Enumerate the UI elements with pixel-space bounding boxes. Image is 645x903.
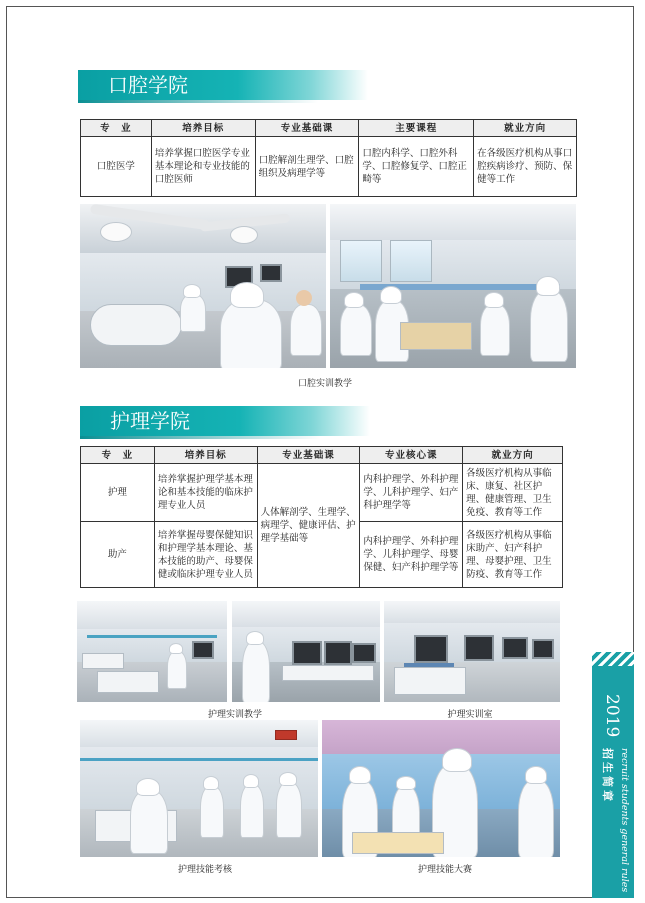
oral-table: [80, 119, 577, 197]
oral-photo-2: [330, 204, 576, 368]
oral-photo-1: [80, 204, 326, 368]
side-year: 2019: [602, 694, 622, 738]
nursing-caption-contest: 护理技能大赛: [417, 865, 472, 875]
table-cell-major: 口腔医学: [81, 137, 152, 197]
nursing-table: [80, 446, 563, 588]
nursing-caption-teaching: 护理实训教学: [207, 710, 262, 720]
nursing-caption-room: 护理实训室: [447, 710, 493, 720]
table-cell: 在各级医疗机构从事口腔疾病诊疗、预防、保健等工作: [474, 137, 577, 197]
side-title-en: recruit students general rules: [619, 748, 630, 893]
table-header: 专业基础课: [255, 120, 359, 137]
table-cell: 内科护理学、外科护理学、儿科护理学、妇产科护理学等: [360, 464, 463, 522]
table-cell: 口腔解剖生理学、口腔组织及病理学等: [255, 137, 359, 197]
stripes-decoration: [592, 652, 634, 666]
nursing-photo-contest: [322, 720, 560, 857]
table-header: 培养目标: [154, 447, 257, 464]
table-header-row: [81, 120, 577, 137]
table-cell-major: 护理: [81, 464, 155, 522]
table-cell: 口腔内科学、口腔外科学、口腔修复学、口腔正畸等: [359, 137, 474, 197]
section-title-oral: [78, 70, 368, 100]
table-cell: 培养掌握护理学基本理论和基本技能的临床护理专业人员: [154, 464, 257, 522]
table-cell: 各级医疗机构从事临床助产、妇产科护理、母婴护理、卫生防疫、教育等工作: [463, 522, 563, 588]
table-cell-basics: 人体解剖学、生理学、病理学、健康评估、护理学基础等: [257, 464, 360, 588]
table-cell: 各级医疗机构从事临床、康复、社区护理、健康管理、卫生免疫、教育等工作: [463, 464, 563, 522]
nursing-caption-exam: 护理技能考核: [177, 865, 232, 875]
section-title-oral-text: 口腔学院: [108, 73, 188, 97]
side-tab: [592, 652, 634, 898]
table-header: 主要课程: [359, 120, 474, 137]
table-row: [81, 464, 563, 522]
table-header: 专 业: [81, 447, 155, 464]
nursing-photo-teaching-2: [232, 601, 380, 702]
nursing-photo-exam: [80, 720, 318, 857]
table-header: 就业方向: [463, 447, 563, 464]
table-header: 专 业: [81, 120, 152, 137]
nursing-photo-teaching-1: [77, 601, 227, 702]
section-title-nursing: [80, 406, 370, 436]
section-title-nursing-text: 护理学院: [110, 409, 190, 433]
nursing-photo-room: [384, 601, 560, 702]
table-cell: 培养掌握口腔医学专业基本理论和专业技能的口腔医师: [151, 137, 255, 197]
table-header: 专业核心课: [360, 447, 463, 464]
table-cell: 培养掌握母婴保健知识和护理学基本理论、基本技能的助产、母婴保健或临床护理专业人员: [154, 522, 257, 588]
table-header: 就业方向: [474, 120, 577, 137]
table-cell: 内科护理学、外科护理学、儿科护理学、母婴保健、妇产科护理学等: [360, 522, 463, 588]
table-header-row: [81, 447, 563, 464]
table-cell-major: 助产: [81, 522, 155, 588]
table-row: [81, 137, 577, 197]
side-title-cn: 招生简章: [601, 748, 614, 804]
oral-caption: 口腔实训教学: [297, 379, 352, 389]
table-header: 培养目标: [151, 120, 255, 137]
table-header: 专业基础课: [257, 447, 360, 464]
